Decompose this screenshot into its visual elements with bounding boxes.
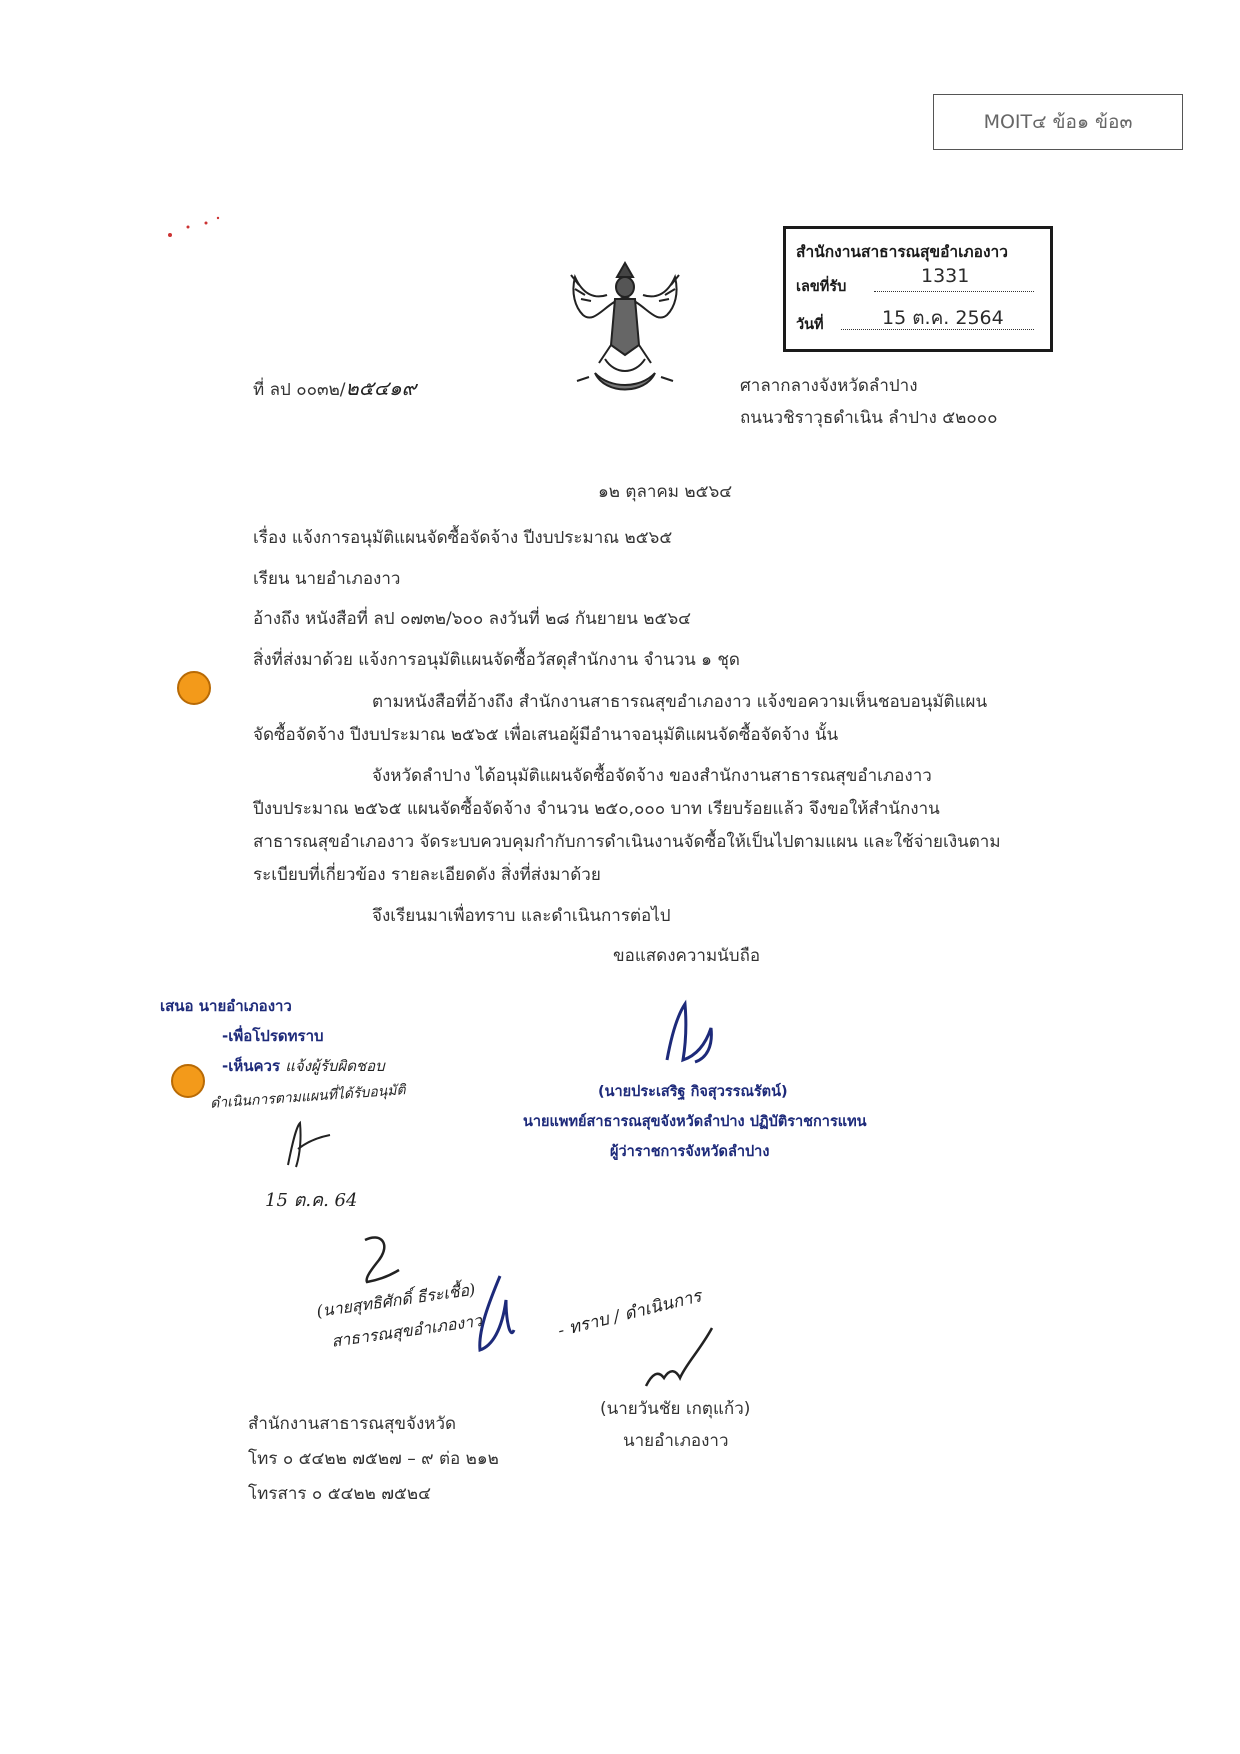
closing-request: จึงเรียนมาเพื่อทราบ และดำเนินการต่อไป <box>372 906 671 926</box>
closing-regards: ขอแสดงความนับถือ <box>613 946 761 966</box>
sender-address-line1: ศาลากลางจังหวัดลำปาง <box>740 376 918 396</box>
footer-office: สำนักงานสาธารณสุขจังหวัด <box>248 1414 457 1434</box>
endorsement-2-title: นายอำเภองาว <box>623 1431 729 1451</box>
sender-address-line2: ถนนวชิราวุธดำเนิน ลำปาง ๕๒๐๐๐ <box>740 408 998 428</box>
para2-line1: จังหวัดลำปาง ได้อนุมัติแผนจัดซื้อจัดจ้าง ของสำนักงานสาธารณสุขอำเภองาว <box>372 766 932 786</box>
endorsement-1-title: สาธารณสุขอำเภองาว <box>330 1310 484 1351</box>
letter-ref-no <box>253 372 416 404</box>
letter-enclosure: สิ่งที่ส่งมาด้วย แจ้งการอนุมัติแผนจัดซื้อวัสดุสำนักงาน จำนวน ๑ ชุด <box>253 650 740 670</box>
receive-stamp <box>783 226 1053 352</box>
receive-number-label: เลขที่รับ <box>796 279 847 295</box>
receive-date-label: วันที่ <box>796 317 824 333</box>
endorsement-1-signature <box>345 1230 405 1290</box>
letter-ref-no-print: ที่ ลป ๐๐๓๒/ <box>253 380 346 400</box>
stray-red-marks <box>160 205 230 245</box>
para1-line1: ตามหนังสือที่อ้างถึง สำนักงานสาธารณสุขอำเภองาว แจ้งขอความเห็นชอบอนุมัติแผน <box>372 692 988 712</box>
moit-label: MOIT๔ ข้อ๑ ข้อ๓ <box>983 111 1133 133</box>
receive-date-value: 15 ต.ค. 2564 <box>882 307 1004 329</box>
stamp-note-item2-hand: แจ้งผู้รับผิดชอบ <box>285 1057 385 1075</box>
initials-signature <box>278 1115 338 1175</box>
receive-stamp-office: สำนักงานสาธารณสุขอำเภองาว <box>796 243 1008 261</box>
letter-subject: เรื่อง แจ้งการอนุมัติแผนจัดซื้อจัดจ้าง ปีงบประมาณ ๒๕๖๕ <box>253 528 673 548</box>
stamp-note-hand-line2: ดำเนินการตามแผนที่ได้รับอนุมัติ <box>209 1082 407 1112</box>
orange-marker-dot <box>177 671 211 705</box>
signatory-name: (นายประเสริฐ กิจสุวรรณรัตน์) <box>598 1084 788 1100</box>
signatory-title-line2: ผู้ว่าราชการจังหวัดลำปาง <box>610 1144 770 1160</box>
para2-line4: ระเบียบที่เกี่ยวข้อง รายละเอียดดัง สิ่งที่ส่งมาด้วย <box>253 865 601 885</box>
stamp-note-header: เสนอ นายอำเภองาว <box>160 997 292 1015</box>
stamp-note-hand-date: 15 ต.ค. 64 <box>265 1190 358 1211</box>
footer-phone: โทร ๐ ๕๔๒๒ ๗๕๒๗ – ๙ ต่อ ๒๑๒ <box>248 1449 499 1469</box>
moit-label-box <box>933 94 1183 150</box>
para1-line2: จัดซื้อจัดจ้าง ปีงบประมาณ ๒๕๖๕ เพื่อเสนอผู้มีอำนาจอนุมัติแผนจัดซื้อจัดจ้าง นั้น <box>253 725 839 745</box>
stamp-note-item2-label: -เห็นควร <box>222 1057 281 1075</box>
orange-marker-dot <box>171 1064 205 1098</box>
letter-recipient: เรียน นายอำเภองาว <box>253 569 401 589</box>
endorsement-2-hand-note: - ทราบ / ดำเนินการ <box>555 1286 704 1342</box>
letter-reference: อ้างถึง หนังสือที่ ลป ๐๗๓๒/๖๐๐ ลงวันที่ ๒๘ กันยายน ๒๕๖๔ <box>253 609 692 629</box>
letter-date: ๑๒ ตุลาคม ๒๕๖๔ <box>598 482 733 502</box>
signatory-signature <box>655 998 725 1068</box>
endorsement-1-name: (นายสุทธิศักดิ์ ธีระเชื้อ) <box>315 1279 477 1321</box>
stamp-note-item1: -เพื่อโปรดทราบ <box>222 1027 324 1045</box>
receive-number-value: 1331 <box>921 265 970 287</box>
footer-fax: โทรสาร ๐ ๕๔๒๒ ๗๕๒๔ <box>248 1484 431 1504</box>
para2-line2: ปีงบประมาณ ๒๕๖๕ แผนจัดซื้อจัดจ้าง จำนวน ๒๕๐,๐๐๐ บาท เรียบร้อยแล้ว จึงขอให้สำนักงาน <box>253 799 940 819</box>
endorsement-1-mark <box>470 1270 520 1360</box>
para2-line3: สาธารณสุขอำเภองาว จัดระบบควบคุมกำกับการดำเนินงานจัดซื้อให้เป็นไปตามแผน และใช้จ่ายเงินตาม <box>253 832 1001 852</box>
garuda-emblem-icon <box>565 255 685 405</box>
letter-ref-no-hand: ๒๕๔๑๙ <box>345 376 417 400</box>
endorsement-2-name: (นายวันชัย เกตุแก้ว) <box>600 1399 751 1419</box>
stamp-note-item2 <box>222 1054 385 1078</box>
endorsement-2-signature <box>640 1320 730 1400</box>
signatory-title-line1: นายแพทย์สาธารณสุขจังหวัดลำปาง ปฏิบัติราชการแทน <box>523 1114 867 1130</box>
